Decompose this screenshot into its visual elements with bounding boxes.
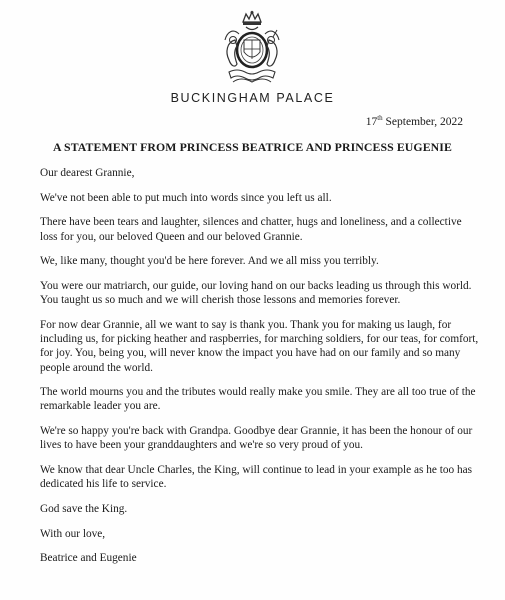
body-paragraph: You were our matriarch, our guide, our loving hand on our backs leading us through this world. You taught us so much and we will cherish those lessons and memories forever. (40, 280, 472, 307)
body-paragraph: We've not been able to put much into words since you left us all. (40, 191, 332, 204)
sign-off: With our love, (40, 527, 106, 540)
signature: Beatrice and Eugenie (40, 552, 137, 565)
body-paragraph: We, like many, thought you'd be here forever. And we all miss you terribly. (40, 255, 379, 268)
royal-coat-of-arms-icon (213, 10, 291, 88)
salutation: Our dearest Grannie, (40, 167, 135, 179)
body-paragraph: For now dear Grannie, all we want to say is thank you. Thank you for making us laugh, for including us, for picking heather and raspberries, for marching soldiers, for our teas, for comfort, for joy. You, being you, will never know the impact you have had on our family and so many people around the world. (40, 318, 479, 374)
body-paragraph: There have been tears and laughter, silences and chatter, hugs and loneliness, and a collective loss for you, our beloved Queen and our beloved Grannie. (40, 216, 462, 243)
body-paragraph: We're so happy you're back with Grandpa. Goodbye dear Grannie, it has been the honour of our lives to have been your granddaughters and we're so very proud of you. (40, 425, 473, 452)
body-paragraph: The world mourns you and the tributes would really make you smile. They are all too true of the remarkable leader you are. (40, 386, 476, 413)
date-day: 17 (365, 115, 378, 128)
body-paragraph: We know that dear Uncle Charles, the King, will continue to lead in your example as he too has dedicated his life to service. (40, 464, 473, 491)
date-month-year: September, 2022 (382, 115, 463, 128)
closing-line: God save the King. (40, 502, 128, 515)
statement-title: A STATEMENT FROM PRINCESS BEATRICE AND PRINCESS EUGENIE (53, 140, 452, 154)
letterhead-title: BUCKINGHAM PALACE (170, 91, 335, 105)
statement-date (366, 114, 463, 128)
statement-body (40, 166, 480, 576)
date-suffix: th (377, 114, 383, 122)
